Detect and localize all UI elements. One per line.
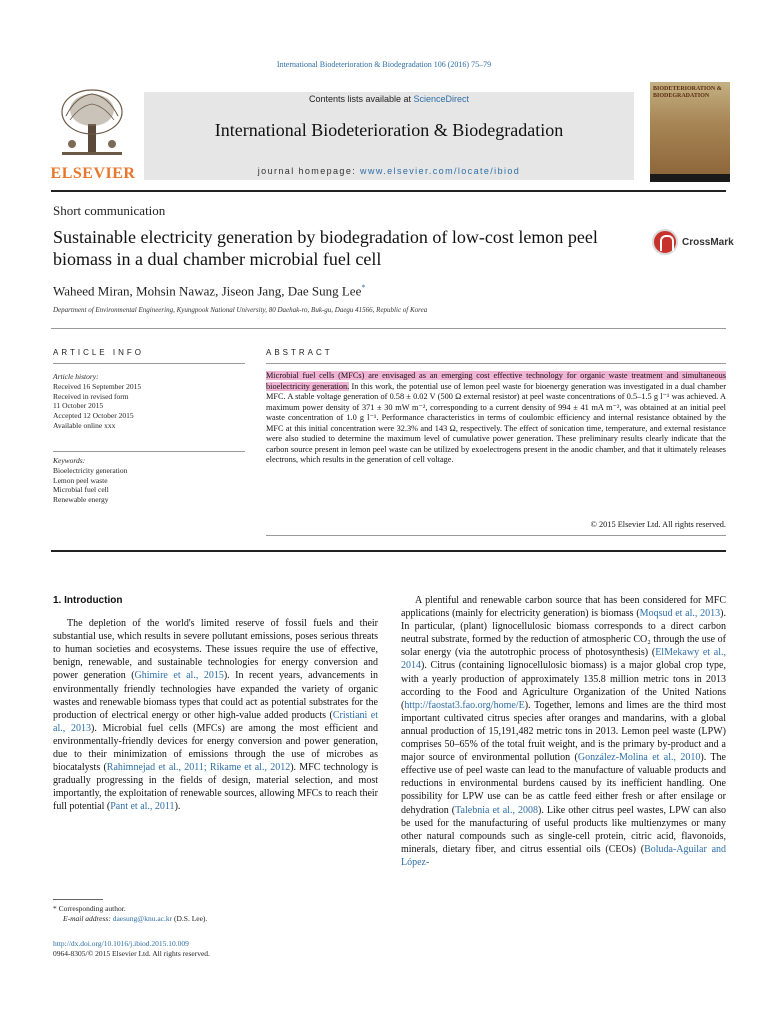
body-column-left bbox=[53, 594, 378, 814]
url-link[interactable]: http://faostat3.fao.org/home/E bbox=[404, 699, 525, 711]
corresponding-author-note: Corresponding author. bbox=[58, 904, 126, 913]
history-item: Available online xxx bbox=[53, 420, 116, 430]
divider bbox=[266, 535, 726, 536]
history-item: Received 16 September 2015 bbox=[53, 381, 142, 391]
text: ). Together, lemons and limes are the third most important cultivated citrus species after oranges and mandarins, with a global annual production of 15,191,482 metric tons in 2013. Lemon peel waste (LPW) comprises 50–65% of the total fruit weight, and is the primary by-product and a major source of environmental pollution ( bbox=[401, 699, 726, 764]
journal-masthead bbox=[50, 82, 730, 182]
citation-link[interactable]: Boluda-Aguilar and López- bbox=[401, 843, 727, 868]
text: A plentiful and renewable carbon source that has been considered for MFC applications (mainly for electricity generation) is biomass ( bbox=[401, 595, 726, 620]
text: ). In particular, (plant) lignocellulosic biomass corresponds to a direct carbon neutral substrate, formed by the reduction of atmospheric CO₂ through the use of solar energy (via the autotrophic process of photosynthesis) ( bbox=[401, 608, 727, 659]
divider bbox=[53, 451, 245, 452]
article-title: Sustainable electricity generation by biodegradation of low-cost lemon peel biomass in a dual chamber microbial fuel cell bbox=[53, 227, 598, 269]
keyword: Lemon peel waste bbox=[53, 475, 108, 485]
body-paragraph bbox=[401, 594, 726, 869]
keyword: Bioelectricity generation bbox=[53, 465, 128, 475]
highlighted-sentence[interactable]: Microbial fuel cells (MFCs) are envisaged as an emerging cost effective technology for organic waste treatment and simultaneous bioelectricity generation. bbox=[266, 371, 726, 391]
email-link[interactable]: daesung@knu.ac.kr bbox=[112, 914, 173, 923]
text: ). MFC technology is gradually progressing in the fields of design, material selection, and most importantly, the exploitation of renewable sources, allowing MFCs to reach their full potential ( bbox=[53, 762, 379, 813]
citation-link[interactable]: Moqsud et al., 2013 bbox=[639, 608, 721, 620]
citation-link[interactable]: Rahimnejad et al., 2011; Rikame et al., 2012 bbox=[106, 762, 291, 774]
email-label: E-mail address: bbox=[63, 914, 113, 923]
crossmark-icon bbox=[652, 229, 678, 255]
history-label: Article history: bbox=[53, 372, 99, 381]
divider bbox=[266, 363, 726, 364]
citation-link[interactable]: González-Molina et al., 2010 bbox=[577, 752, 701, 764]
cover-strip bbox=[650, 174, 730, 182]
sciencedirect-link[interactable]: ScienceDirect bbox=[413, 94, 470, 104]
issn-line: 0964-8305/© 2015 Elsevier Ltd. All rights reserved. bbox=[53, 949, 210, 958]
keyword: Renewable energy bbox=[53, 495, 109, 505]
abstract-heading: ABSTRACT bbox=[266, 348, 333, 357]
keyword: Microbial fuel cell bbox=[53, 485, 109, 495]
body-column-right bbox=[401, 594, 726, 869]
divider bbox=[51, 190, 726, 192]
journal-title: International Biodeterioration & Biodegradation bbox=[214, 120, 564, 140]
elsevier-wordmark: ELSEVIER bbox=[50, 165, 136, 182]
authors bbox=[53, 283, 365, 299]
elsevier-logo[interactable] bbox=[50, 82, 136, 182]
crossmark-label: CrossMark bbox=[682, 237, 734, 248]
journal-banner bbox=[144, 92, 634, 180]
citation-link[interactable]: Ghimire et al., 2015 bbox=[134, 670, 224, 682]
contents-prefix: Contents lists available at bbox=[308, 94, 414, 104]
history-item: 11 October 2015 bbox=[53, 401, 104, 411]
history-item: Received in revised form bbox=[53, 391, 129, 401]
article-type: Short communication bbox=[53, 203, 166, 218]
elsevier-tree-icon bbox=[56, 86, 128, 162]
text: ). The effective use of peel waste can lead to the manufacture of valuable products and reductions in environmental burdens caused by its inefficient handling. One possibility for LPW use can be as cattle feed either fresh or after ensilage or dehydration ( bbox=[401, 752, 726, 816]
text: The depletion of the world's limited reserve of fossil fuels and their substantial use, which results in severe pollutant emissions, poses serious threats to human societies and ecosystems. These issues require the use of effective, benign, renewable, and sustainable technologies for energy conversion and power generation ( bbox=[53, 618, 378, 682]
homepage-link[interactable]: www.elsevier.com/locate/ibiod bbox=[360, 166, 521, 176]
text: ). Citrus (containing lignocellulosic biomass) is a major global crop type, with a yearly production of approximately 135.8 million metric tons in 2013 according to the Food and Agriculture Organization of the United Nations ( bbox=[401, 660, 726, 711]
journal-cover-image[interactable] bbox=[650, 82, 730, 182]
footnote-mark: * bbox=[53, 904, 57, 913]
corresponding-author-mark[interactable]: * bbox=[361, 283, 366, 292]
text: ). In recent years, advancements in environmentally friendly technologies have expanded the variety of organic wastes and renewable biomass types that could act as potential substrates for the production of electrical energy or other high-value added products ( bbox=[53, 670, 378, 721]
keywords-label: Keywords: bbox=[53, 456, 86, 465]
cover-title: BIODETERIORATION & BIODEGRADATION bbox=[653, 86, 722, 99]
article-history bbox=[53, 372, 245, 431]
abstract-copyright: © 2015 Elsevier Ltd. All rights reserved. bbox=[590, 520, 726, 529]
history-item: Accepted 12 October 2015 bbox=[53, 411, 134, 421]
citation-link[interactable]: Cristiani et al., 2013 bbox=[53, 709, 378, 734]
author-list: Waheed Miran, Mohsin Nawaz, Jiseon Jang, Dae Sung Lee bbox=[53, 283, 362, 299]
divider bbox=[53, 363, 245, 364]
abstract-text: In this work, the potential use of lemon peel waste for bioenergy generation was investigated in a dual chamber MFC. A stable voltage generation of 0.58 ± 0.02 V (500 Ω external resistor) at peel waste concentrations of 0.5–1.5 g l⁻¹ was achieved. A maximum power density of 371 ± 30 mW m⁻², corresponding to a current density of 994 ± 41 mA m⁻², was obtained at an initial peel waste concentration of 1.0 g l⁻¹. Performance characteristics in terms of coulombic efficiency and internal resistance obtained by the MFC at this initial concentration were 32.3% and 143 Ω, respectively. The effect of sonication time, temperature, and external resistance were also studied to determine the maximum level of cumulative power generation. These preliminary results clearly indicate that the carbon source present in lemon peel waste can be utilized by exoelectrogens present in the anodic chamber, and that it ultimately releases electrons, which results in the generation of cell voltage. bbox=[266, 381, 726, 464]
crossmark-button[interactable] bbox=[652, 229, 742, 259]
text: ). Microbial fuel cells (MFCs) are among the most efficient and environmentally-friendly devices for energy conversion and power generation, due to their minimization of emissions through the use of microbes as biocatalysts ( bbox=[53, 722, 379, 774]
divider bbox=[51, 550, 726, 552]
contents-line bbox=[144, 94, 634, 104]
keywords bbox=[53, 456, 245, 505]
doi-block bbox=[53, 939, 210, 959]
journal-reference[interactable]: International Biodeterioration & Biodegradation 106 (2016) 75–79 bbox=[276, 60, 492, 69]
citation-link[interactable]: Pant et al., 2011 bbox=[110, 801, 175, 813]
doi-link[interactable]: http://dx.doi.org/10.1016/j.ibiod.2015.10.009 bbox=[53, 939, 189, 948]
text: ). bbox=[174, 801, 181, 813]
citation-link[interactable]: Talebnia et al., 2008 bbox=[455, 804, 538, 816]
homepage-line bbox=[144, 166, 634, 176]
abstract-body bbox=[266, 371, 726, 466]
homepage-prefix: journal homepage: bbox=[257, 166, 361, 176]
divider bbox=[51, 328, 726, 329]
article-info-heading: ARTICLE INFO bbox=[53, 348, 144, 357]
text: ). Like other citrus peel wastes, LPW can also be used for the manufacturing of useful products like multienzymes or many other natural compounds such as single-cell protein, citric acid, flavonoids, minerals, dietary fiber, and citrus essential oils (CEOs) ( bbox=[401, 804, 727, 855]
footnote bbox=[53, 904, 373, 924]
footnote-divider bbox=[53, 899, 103, 900]
affiliation: Department of Environmental Engineering, Kyungpook National University, 80 Daehak-ro, Buk-gu, Daegu 41566, Republic of Korea bbox=[53, 306, 428, 314]
email-suffix: (D.S. Lee). bbox=[172, 914, 208, 923]
intro-paragraph bbox=[53, 617, 378, 813]
section-heading: 1. Introduction bbox=[53, 595, 123, 606]
citation-link[interactable]: ElMekawy et al., 2014 bbox=[401, 647, 726, 672]
